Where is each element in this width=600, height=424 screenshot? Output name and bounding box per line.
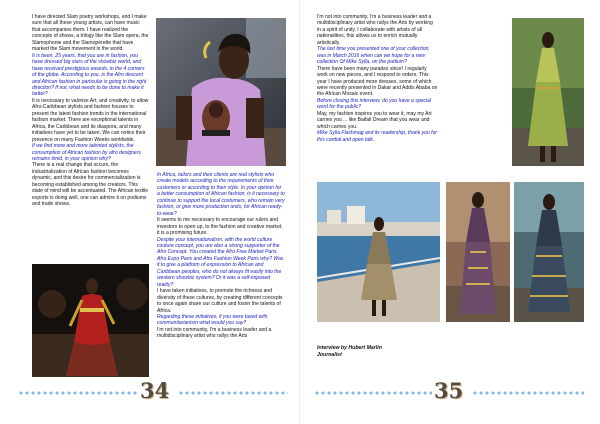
question: In Africa, tailors and their clients are real stylists who create models according to the requirements of their customers or according to their style. In your opinion for a better consumption of African fashion, is it necessary to continue to support the local costumers, who remain very fashion, or give more production units, for African ready-to-wear? [157,172,285,217]
right-page [300,0,600,424]
patterned-dress-illustration [446,182,510,322]
paragraph: May, my fashion inspires you to wear it, may my Art carries you ... like Baifall Dream that you wear and which carries you. [317,110,432,130]
footer-dots-right [472,390,584,396]
question: Despite your internationalism, with the world culture couture concept, you are also a strong supporter of the Afro Concept. You created the Afro Free Market Paris, Afro Expo Paris and Afro Fashion Week Paris why? Was it to give a platform of expression to African and Caribbean peoples, who do not always fit easily into the western showbiz system? Or it was a self-imposed reality? [157,236,284,288]
photo-model-seaside [317,182,440,322]
page-number-right: 35 [434,378,464,403]
photo-model-dark-dress [514,182,584,322]
green-dress-illustration [512,18,584,166]
left-column-1 [32,14,149,208]
byline-name: Interview by Hubert Marlin [317,345,382,351]
left-column-2 [157,172,285,340]
dark-dress-illustration [514,182,584,322]
photo-model-patterned-dress [446,182,510,322]
question: Regarding these initiatives, if you were taxed with communitarianism what would you say? [157,313,268,327]
page-number-left: 34 [140,378,170,403]
footer-dots-left [18,390,138,396]
byline [317,345,457,358]
paragraph: There have been many parades since! I regularly work on new pieces, and I respond to orders. This year I have produced more dresses, some of which were recently presented in Dakar and Addis Ababa on the African Mosaic event. [317,65,438,98]
paragraph: I'm not into community, I'm a business leader and a multidisciplinary artist who rallys the Arts [157,326,272,340]
paragraph: It seems to me necessary to encourage our rulers and investors to open up, to the fashion and creative market, it is a promising future. [157,217,283,237]
runway-illustration [32,264,149,377]
question: It is been, 25 years, that you are in fashion, you have dressed big stars of the showbiz world, and have received prestigious awards, in the 4 corners of the globe. According to you, is the Afro descent and African fashion in particular is going in the right direction? If not, what needs to be done to make it better? [32,52,147,98]
footer-dots-left [178,390,288,396]
paragraph: It is necessary to valorize Art, and creativity, to allow Afro-Caribbean stylists and fashion houses to present the latest fashion trends in the international fashion market. There are exceptional talents in Africa, the Caribbean and its diaspora, and many initiatives have yet to be taken. We can notice their presence on many Fashion Weeks worldwide. [32,97,149,143]
byline-role: Journalist [317,351,342,358]
paragraph: I have taken initiatives, to promote the richness and diversity of these cultures, by creating different concepts to once again share our culture and foster the talents of Africa. [157,288,283,314]
portrait-illustration [156,18,286,166]
photo-model-green-dress [512,18,584,166]
footer-dots-right [314,390,432,396]
seaside-illustration [317,182,440,322]
paragraph: I have directed Slam poetry workshops, and I make sure that all these young artists, can have music that accompanies them. I have realized the concepts of shows, a trilogy like the Slam opera, the Slamophonie and the Slamopérette that have marked the Slam movement in the world. [32,14,149,53]
question: The last time you presented one of your collection, was in March 2016 when can we hope for a new collection Of Mike Sylla, on the podium? [317,46,430,66]
right-column-1 [317,14,438,143]
question: Mike Sylla Flashmag and its readership, thank you for this cordial and open talk. [317,130,438,143]
paragraph: There is a real change that occurs, the industrialization of African fashion becomes dynamic, and this desire for commercialization is becoming established among the creators. This state of mind will be accentuated. The African textile exports is doing well, one can admire it on podiums and trade shows. [32,162,149,208]
paragraph: I'm not into community, I'm a business leader and a multidisciplinary artist who rallys the Arts by working in a spirit of unity. I collaborate with artists of all nationalities, this allows us to enrich mutually artistically. [317,14,433,46]
photo-runway-model-red [32,264,149,377]
photo-designer-portrait [156,18,286,166]
question: Before closing this interview, do you have a special word for the public? [317,97,431,111]
question: If we find more and more talented stylists, the consumption of African fashion by afro designers remains timid, in your opinion why? [32,143,141,162]
